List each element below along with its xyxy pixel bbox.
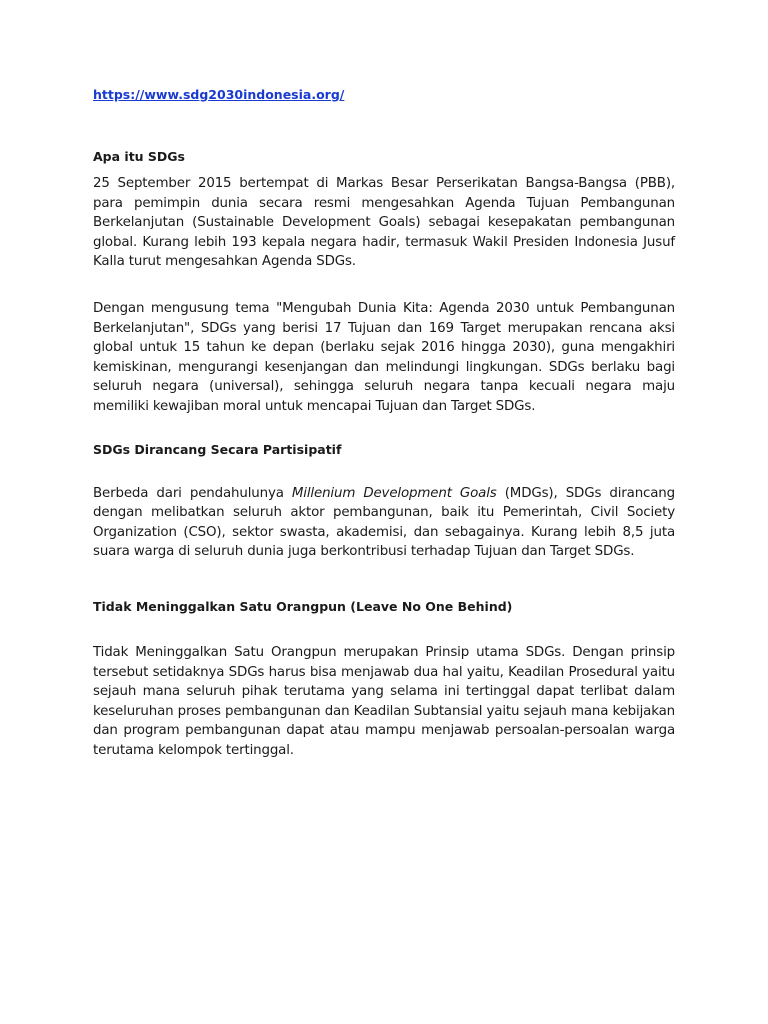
source-link[interactable]: https://www.sdg2030indonesia.org/: [93, 87, 345, 102]
section-heading-partisipatif: SDGs Dirancang Secara Partisipatif: [93, 441, 342, 457]
mdgs-italic-term: Millenium Development Goals: [291, 485, 497, 501]
document-body: [93, 86, 675, 760]
paragraph-tema-sdgs: Dengan mengusung tema "Mengubah Dunia Kita: Agenda 2030 untuk Pembangunan Berkelanjutan", SDGs yang berisi 17 Tujuan dan 169 Target merupakan rencana aksi global untuk 15 tahun ke depan (berlaku sejak 2016 hingga 2030), guna mengakhiri kemiskinan, mengurangi kesenjangan dan melindungi lingkungan. SDGs berlaku bagi seluruh negara (universal), sehingga seluruh negara tanpa kecuali negara maju memiliki kewajiban moral untuk mencapai Tujuan dan Target SDGs.: [93, 300, 675, 414]
paragraph-partisipatif: [93, 484, 675, 562]
paragraph-partisipatif-lead: Berbeda dari pendahulunya: [93, 485, 292, 501]
paragraph-leave-no-one-behind: Tidak Meninggalkan Satu Orangpun merupakan Prinsip utama SDGs. Dengan prinsip tersebut setidaknya SDGs harus bisa menjawab dua hal yaitu, Keadilan Prosedural yaitu sejauh mana seluruh pihak terutama yang selama ini tertinggal dapat terlibat dalam keseluruhan proses pembangunan dan Keadilan Subtansial yaitu sejauh mana kebijakan dan program pembangunan dapat atau mampu menjawab persoalan-persoalan warga terutama kelompok tertinggal.: [93, 644, 675, 758]
paragraph-pengesahan-sdgs: 25 September 2015 bertempat di Markas Besar Perserikatan Bangsa-Bangsa (PBB), para pemimpin dunia secara resmi mengesahkan Agenda Tujuan Pembangunan Berkelanjutan (Sustainable Development Goals) sebagai kesepakatan pembangunan global. Kurang lebih 193 kepala negara hadir, termasuk Wakil Presiden Indonesia Jusuf Kalla turut mengesahkan Agenda SDGs.: [93, 176, 675, 270]
section-heading-apa-itu-sdgs: Apa itu SDGs: [93, 149, 185, 164]
paragraph-partisipatif-rest: (MDGs), SDGs dirancang dengan melibatkan seluruh aktor pembangunan, baik itu Pemerintah, Civil Society Organization (CSO), sektor swasta, akademisi, dan sebagainya. Kurang lebih 8,5 juta suara warga di seluruh dunia juga berkontribusi terhadap Tujuan dan Target SDGs.: [93, 485, 675, 560]
section-heading-leave-no-one-behind: Tidak Meninggalkan Satu Orangpun (Leave No One Behind): [93, 598, 513, 614]
